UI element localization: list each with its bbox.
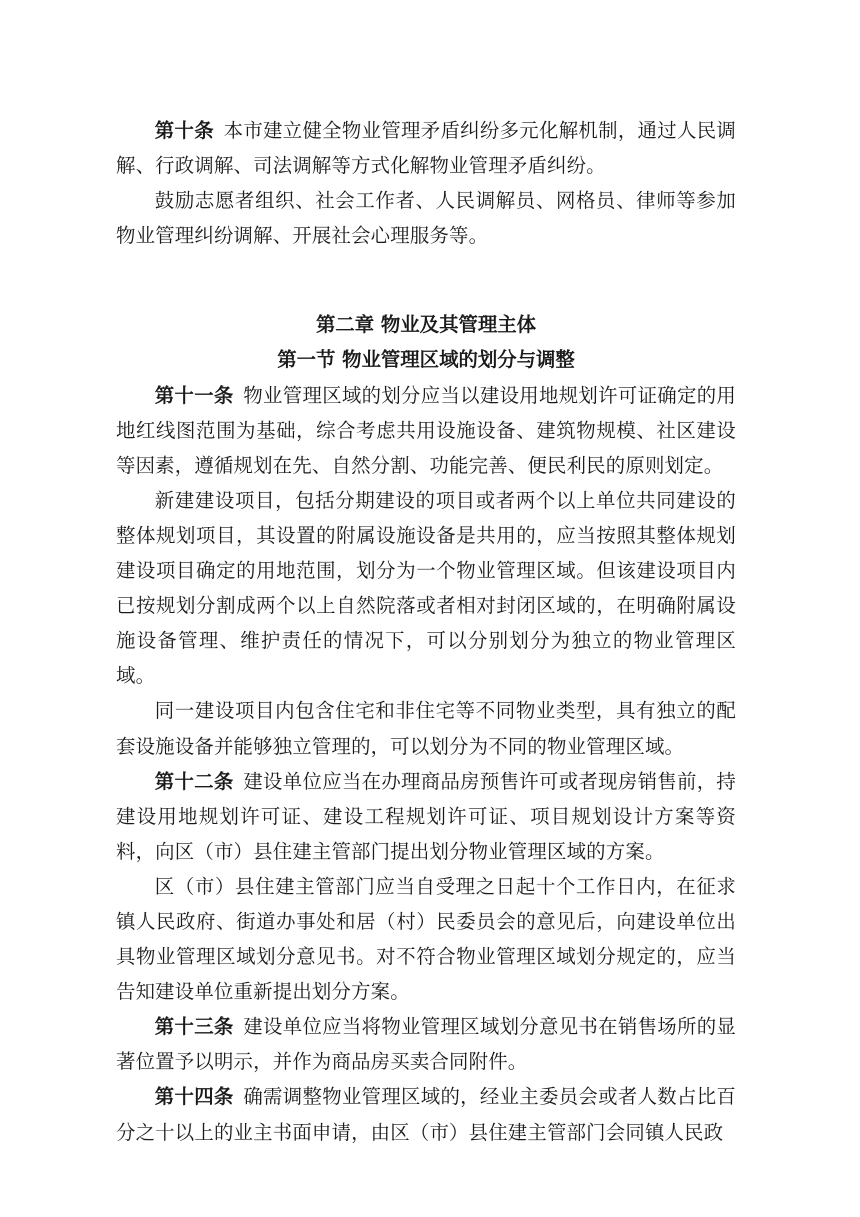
- article-12-paragraph-2: [116, 869, 736, 1009]
- section-title: 第一节 物业管理区域的划分与调整: [277, 348, 575, 372]
- article-10-paragraph: [116, 113, 736, 183]
- article-11-paragraph-3: [116, 693, 736, 763]
- chapter-title: 第二章 物业及其管理主体: [315, 313, 537, 337]
- article-number: 第十二条: [154, 769, 234, 793]
- article-11-paragraph: [116, 378, 736, 483]
- article-text: 物业管理区域的划分应当以建设用地规划许可证确定的用地红线图范围为基础，综合考虑共用设施设备、建筑物规模、社区建设等因素，遵循规划在先、自然分割、功能完善、便民利民的原则划定。: [116, 383, 737, 477]
- article-number: 第十一条: [154, 383, 234, 407]
- article-11-paragraph-2: [116, 483, 736, 694]
- article-text: 建设单位应当将物业管理区域划分意见书在销售场所的显著位置予以明示，并作为商品房买卖合同附件。: [116, 1015, 737, 1074]
- article-10-paragraph-2: [116, 183, 736, 253]
- paragraph-text: 同一建设项目内包含住宅和非住宅等不同物业类型，具有独立的配套设施设备并能够独立管理的，可以划分为不同的物业管理区域。: [116, 699, 736, 758]
- paragraph-text: 新建建设项目，包括分期建设的项目或者两个以上单位共同建设的整体规划项目，其设置的附属设施设备是共用的，应当按照其整体规划建设项目确定的用地范围，划分为一个物业管理区域。但该建设项目内已按规划分割成两个以上自然院落或者相对封闭区域的，在明确附属设施设备管理、维护责任的情况下，可以分别划分为独立的物业管理区域。: [116, 488, 736, 688]
- article-text: 建设单位应当在办理商品房预售许可或者现房销售前，持建设用地规划许可证、建设工程规划许可证、项目规划设计方案等资料，向区（市）县住建主管部门提出划分物业管理区域的方案。: [116, 769, 737, 863]
- paragraph-text: 区（市）县住建主管部门应当自受理之日起十个工作日内，在征求镇人民政府、街道办事处和居（村）民委员会的意见后，向建设单位出具物业管理区域划分意见书。对不符合物业管理区域划分规定的，应当告知建设单位重新提出划分方案。: [116, 874, 736, 1004]
- article-12-paragraph: [116, 764, 736, 869]
- article-14-paragraph: [116, 1079, 736, 1149]
- article-text: 本市建立健全物业管理矛盾纠纷多元化解机制，通过人民调解、行政调解、司法调解等方式化解物业管理矛盾纠纷。: [116, 119, 736, 178]
- article-text: 确需调整物业管理区域的，经业主委员会或者人数占比百分之十以上的业主书面申请，由区（市）县住建主管部门会同镇人民政: [116, 1085, 737, 1144]
- article-13-paragraph: [116, 1009, 736, 1079]
- paragraph-text: 鼓励志愿者组织、社会工作者、人民调解员、网格员、律师等参加物业管理纠纷调解、开展社会心理服务等。: [116, 189, 736, 248]
- section-spacer: [116, 253, 736, 307]
- article-number: 第十四条: [154, 1085, 234, 1109]
- article-number: 第十三条: [154, 1015, 234, 1039]
- article-number: 第十条: [154, 119, 214, 142]
- document-page: [116, 113, 736, 1150]
